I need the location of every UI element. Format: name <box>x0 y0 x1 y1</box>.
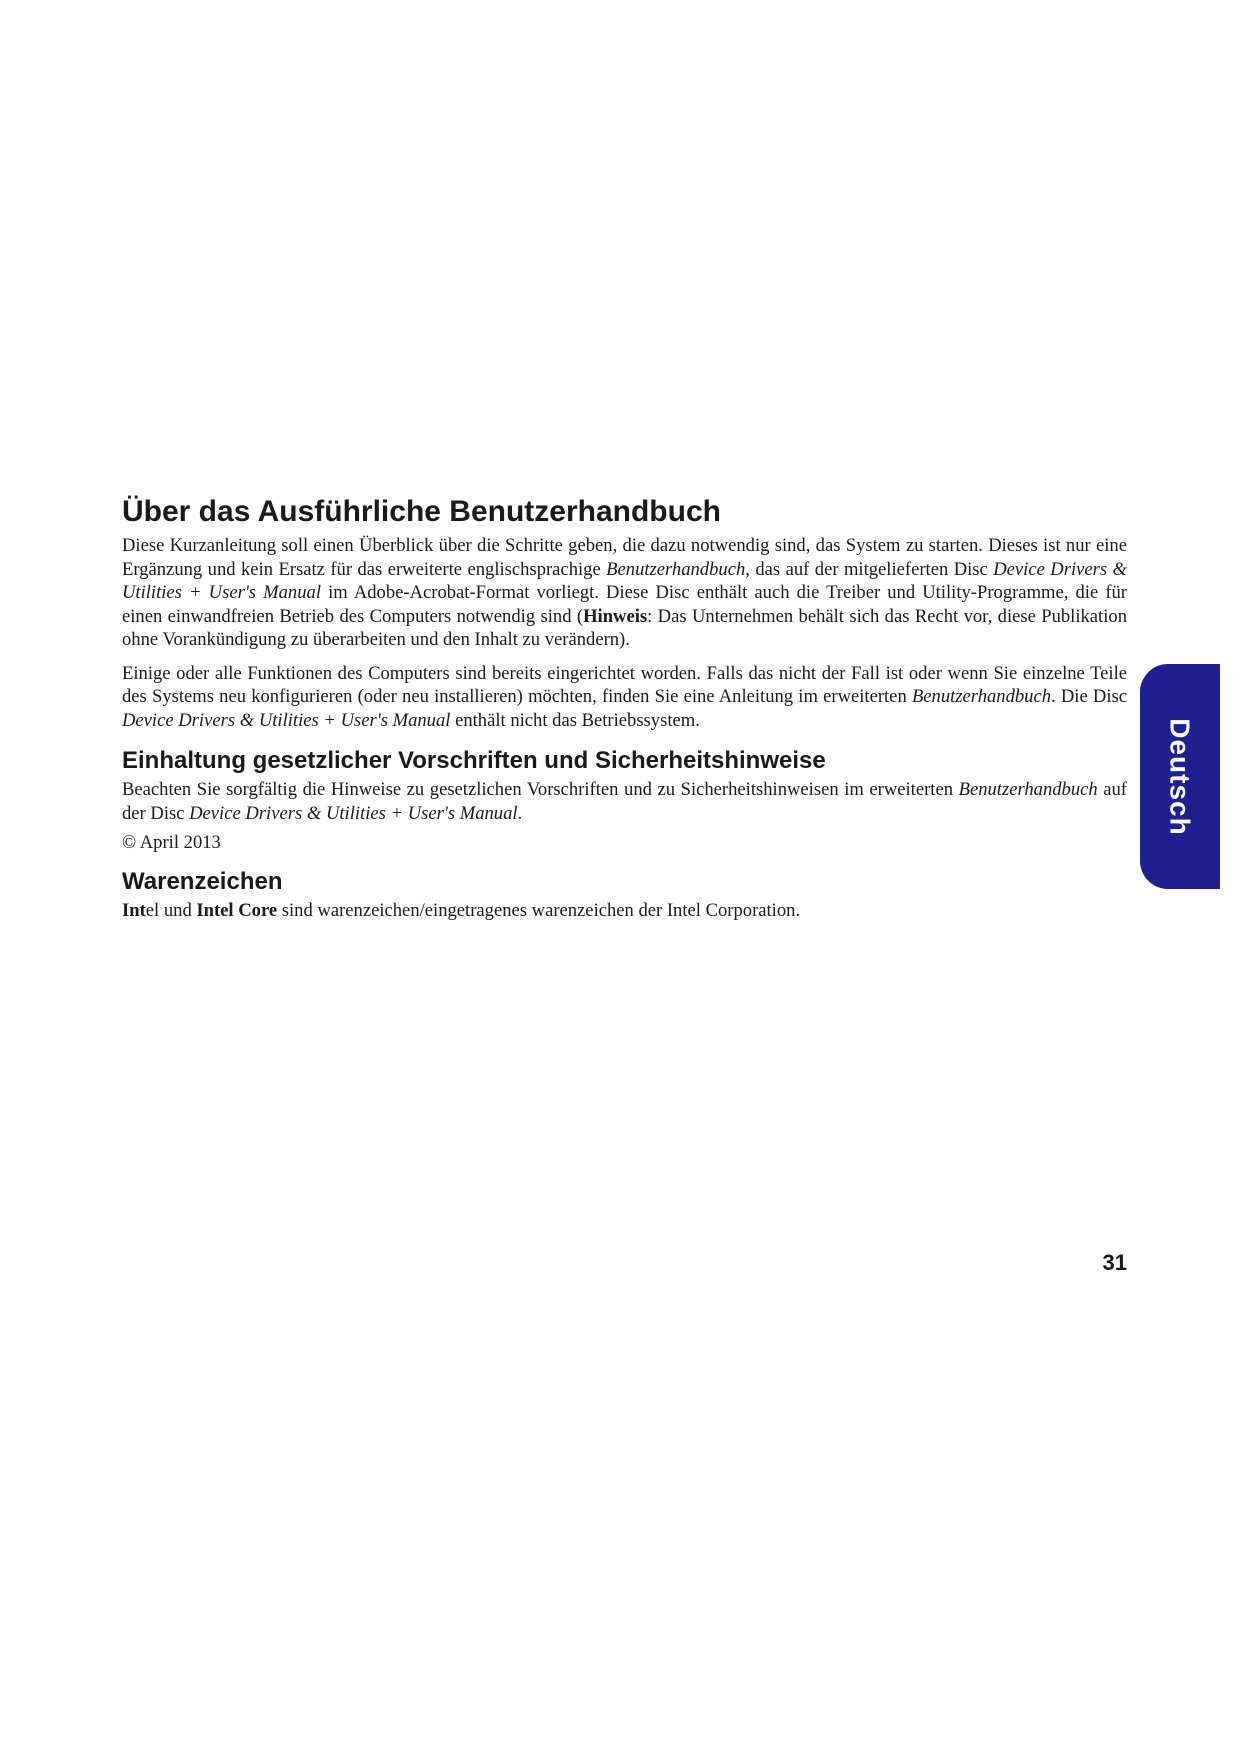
text-run: auf der Disc <box>122 779 1127 824</box>
trademarks-paragraph <box>122 899 1127 923</box>
bold-run: Int <box>122 899 146 921</box>
regulatory-heading: Einhaltung gesetzlicher Vorschriften und Sicherheitshinweise <box>122 747 826 774</box>
bold-run: Hinweis <box>583 605 648 627</box>
text-run: , das auf der mitgelieferten Disc <box>745 558 994 580</box>
italic-run: Device Drivers & Utilities + User's Manual <box>189 802 518 824</box>
text-run: . <box>517 802 523 824</box>
text-run: : Das Unternehmen behält sich das Recht vor, diese Publikation ohne Vorankündigung zu überarbeiten und den Inhalt zu verändern). <box>122 605 1127 650</box>
page-number: 31 <box>1102 1250 1127 1275</box>
text-run: Einige oder alle Funktionen des Computers sind bereits eingerichtet worden. Falls das nicht der Fall ist oder wenn Sie einzelne Teile des Systems neu konfigurieren (oder neu installieren) möchten, finden Sie eine Anleitung im erweiterten <box>122 662 1127 707</box>
copyright-line: © April 2013 <box>122 832 221 853</box>
text-run: enthält nicht das Betriebssystem. <box>450 709 700 731</box>
italic-run: Benutzerhandbuch <box>911 686 1052 707</box>
text-run: sind warenzeichen/eingetragenes warenzeichen der Intel Corporation. <box>277 899 801 921</box>
language-side-tab-label <box>1140 664 1220 889</box>
section-about-manual <box>122 494 1127 732</box>
italic-run: Device Drivers & Utilities + User's Manual <box>122 558 1128 603</box>
page-content <box>122 494 1127 932</box>
italic-run: Benutzerhandbuch <box>606 558 746 580</box>
trademarks-heading: Warenzeichen <box>122 867 283 895</box>
text-run: Diese Kurzanleitung soll einen Überblick über die Schritte geben, die dazu notwendig sind, das System zu starten. Dieses ist nur eine Ergänzung und kein Ersatz für das erweiterte englischsprachige <box>122 535 1127 580</box>
language-label-text: Deutsch <box>1165 717 1196 836</box>
italic-run: Benutzerhandbuch <box>958 779 1098 800</box>
about-manual-paragraph-2 <box>122 662 1127 733</box>
section-trademarks <box>122 867 1127 923</box>
text-run: Beachten Sie sorgfältig die Hinweise zu gesetzlichen Vorschriften und zu Sicherheitshinweisen im erweiterten <box>122 779 959 800</box>
italic-run: Device Drivers & Utilities + User's Manual <box>122 709 451 731</box>
bold-run: Intel Core <box>196 899 278 921</box>
text-run: . Die Disc <box>1051 686 1128 707</box>
section-regulatory <box>122 746 1127 855</box>
about-manual-heading: Über das Ausführliche Benutzerhandbuch <box>122 495 721 528</box>
text-run: im Adobe-Acrobat-Format vorliegt. Diese Disc enthält auch die Treiber und Utility-Programme, die für einen einwandfreien Betrieb des Computers notwendig sind ( <box>122 582 1127 627</box>
about-manual-paragraph-1 <box>122 534 1127 652</box>
regulatory-paragraph <box>122 778 1127 825</box>
text-run: el und <box>145 899 197 921</box>
language-side-tab <box>1140 664 1220 889</box>
